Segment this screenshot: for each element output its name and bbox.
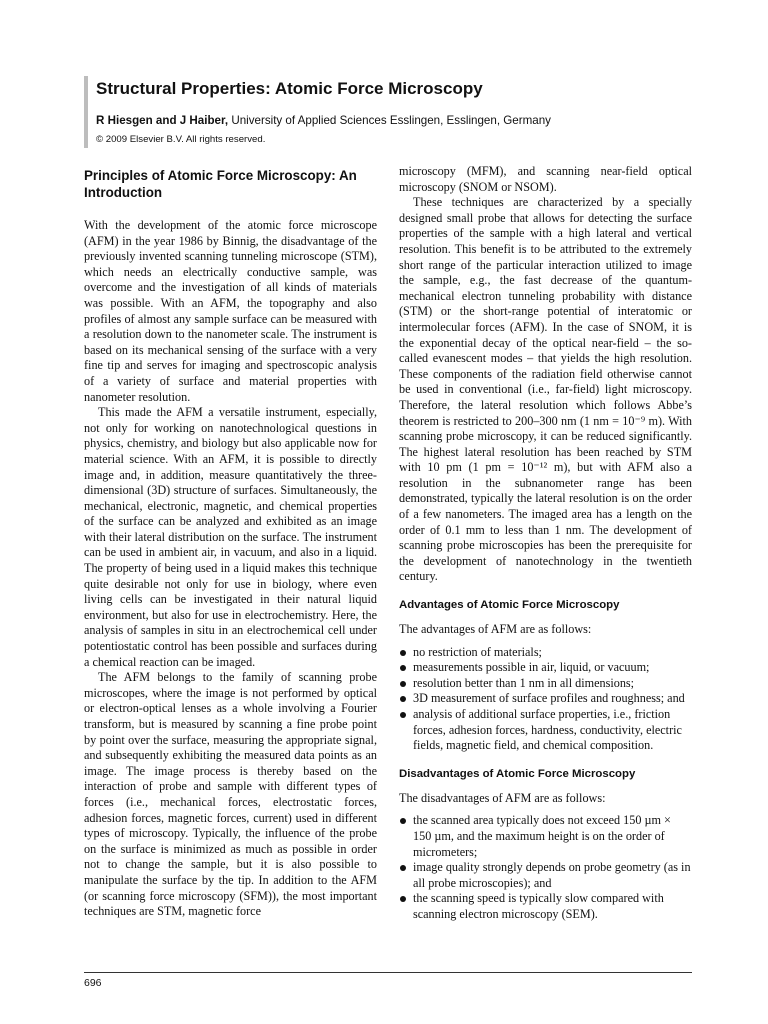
copyright-notice: © 2009 Elsevier B.V. All rights reserved.	[96, 134, 266, 145]
list-item	[399, 645, 692, 661]
list-item	[399, 707, 692, 754]
left-column	[84, 164, 377, 920]
list-item-text: no restriction of materials;	[413, 644, 542, 659]
disadvantages-list	[399, 813, 692, 922]
list-item	[399, 860, 692, 891]
bullet-icon	[400, 896, 406, 902]
section-heading-advantages: Advantages of Atomic Force Microscopy	[399, 599, 620, 612]
section-heading-principles: Principles of Atomic Force Microscopy: An Introduction	[84, 168, 357, 200]
section-heading-disadvantages: Disadvantages of Atomic Force Microscopy	[399, 767, 636, 780]
list-item	[399, 691, 692, 707]
bullet-icon	[400, 696, 406, 702]
list-item-text: analysis of additional surface properties, i.e., friction forces, adhesion forces, hardness, conductivity, electric fields, magnetic field, and chemical composition.	[413, 707, 682, 753]
bullet-icon	[400, 650, 406, 656]
list-item-text: image quality strongly depends on probe geometry (as in all probe microscopies); and	[413, 860, 691, 890]
bullet-icon	[400, 818, 406, 824]
body-paragraph: The AFM belongs to the family of scanning probe microscopes, where the image is not performed by optical or electron-optical lenses as a whole involving a Fourier transform, but is measured by scanning a fine probe point by point over the surface, measuring the appropriate signal, and subsequently exhibiting the measured data points as an image. The image process is thereby based on the interaction of probe and sample with different types of forces (i.e., mechanical forces, electrostatic forces, adhesion forces, magnetic forces, current) used in different types of microscopy. Typically, the influence of the probe on the surface is minimized as much as possible in order not to change the sample, but it is also possible to manipulate the surface by the tip. In addition to the AFM (or scanning force microscopy (SFM)), the most important techniques are STM, magnetic force	[84, 670, 377, 919]
bullet-icon	[400, 712, 406, 718]
body-paragraph-continued: microscopy (MFM), and scanning near-field optical microscopy (SNOM or NSOM).	[399, 164, 692, 194]
bullet-icon	[400, 681, 406, 687]
page-number: 696	[84, 977, 102, 989]
list-item	[399, 891, 692, 922]
body-paragraph: With the development of the atomic force microscope (AFM) in the year 1986 by Binnig, the disadvantage of the previously invented scanning tunneling microscope (STM), which needs an electrically conductive sample, was overcome and the investigation of all kinds of materials was possible. With an AFM, the topography and also profiles of almost any sample surface can be measured with a resolution down to the nanometer scale. The instrument is based on its mechanical sensing of the surface with a very fine tip and serves for imaging and spectroscopic analysis of a variety of surface and material properties with nanometer resolution.	[84, 218, 377, 404]
body-paragraph: This made the AFM a versatile instrument, especially, not only for working on nanotechnological questions in physics, chemistry, and biology but also applicable now for material science. With an AFM, it is possible to directly image and, in addition, measure quantitatively the three-dimensional (3D) structure of surfaces. Simultaneously, the mechanical, electronic, magnetic, and chemical properties of the surface can be analyzed and exhibited as an image with their lateral distribution on the surface. The instrument can be used in ambient air, in vacuum, and also in a liquid. The property of being used in a liquid makes this technique quite desirable not only for use in biology, where even living cells can be investigated in their natural liquid environment, but also for use in electrochemistry. Here, the analysis of samples in situ in an electrochemical cell under potentiostatic control has been possible and surfaces during a chemical reaction can be imaged.	[84, 405, 377, 669]
authors: R Hiesgen and J Haiber,	[96, 114, 229, 127]
article-title: Structural Properties: Atomic Force Microscopy	[96, 79, 483, 98]
list-item-text: the scanned area typically does not exceed 150 µm × 150 µm, and the maximum height is on the order of micrometers;	[413, 813, 671, 859]
list-item-text: measurements possible in air, liquid, or vacuum;	[413, 660, 650, 675]
author-line	[96, 113, 551, 128]
advantages-intro: The advantages of AFM are as follows:	[399, 622, 592, 637]
body-paragraph: These techniques are characterized by a specially designed small probe that allows for detecting the surface properties of the sample with a high lateral and vertical resolution. This benefit is to be attributed to the extremely short range of the particular interaction utilized to image the sample, e.g., the fast decrease of the quantum-mechanical electron tunneling probability with distance (STM) or the short-range potential of interatomic or intermolecular forces (AFM). In the case of SNOM, it is the exponential decay of the optical near-field – the so-called evanescent modes – that yields the high resolution. These components of the radiation field otherwise cannot be used in conventional (i.e., far-field) light microscopy. Therefore, the lateral resolution which follows Abbe’s theorem is restricted to 200–300 nm (1 nm = 10⁻⁹ m). With scanning probe microscopy, it can be reduced significantly. The highest lateral resolution has been reached by STM with 10 pm (1 pm = 10⁻¹² m), but with AFM also a resolution in the subnanometer range has been demonstrated, typically the lateral resolution is on the order of a few nanometers. The imaged area has a length on the order of 0.1 mm to less than 1 nm. The development of scanning probe microscopies has been the prerequisite for the development of nanotechnology in the twentieth century.	[399, 195, 692, 584]
bullet-icon	[400, 665, 406, 671]
list-item	[399, 660, 692, 676]
list-item-text: the scanning speed is typically slow compared with scanning electron microscopy (SEM).	[413, 891, 664, 921]
footer-rule	[84, 972, 692, 973]
right-column	[399, 164, 692, 923]
title-accent-bar	[84, 76, 88, 148]
bullet-icon	[400, 865, 406, 871]
list-item	[399, 813, 692, 860]
advantages-list	[399, 645, 692, 754]
list-item	[399, 676, 692, 692]
disadvantages-intro: The disadvantages of AFM are as follows:	[399, 790, 606, 805]
affiliation: University of Applied Sciences Esslingen, Esslingen, Germany	[228, 114, 551, 127]
list-item-text: 3D measurement of surface profiles and roughness; and	[413, 691, 685, 706]
list-item-text: resolution better than 1 nm in all dimensions;	[413, 675, 635, 690]
